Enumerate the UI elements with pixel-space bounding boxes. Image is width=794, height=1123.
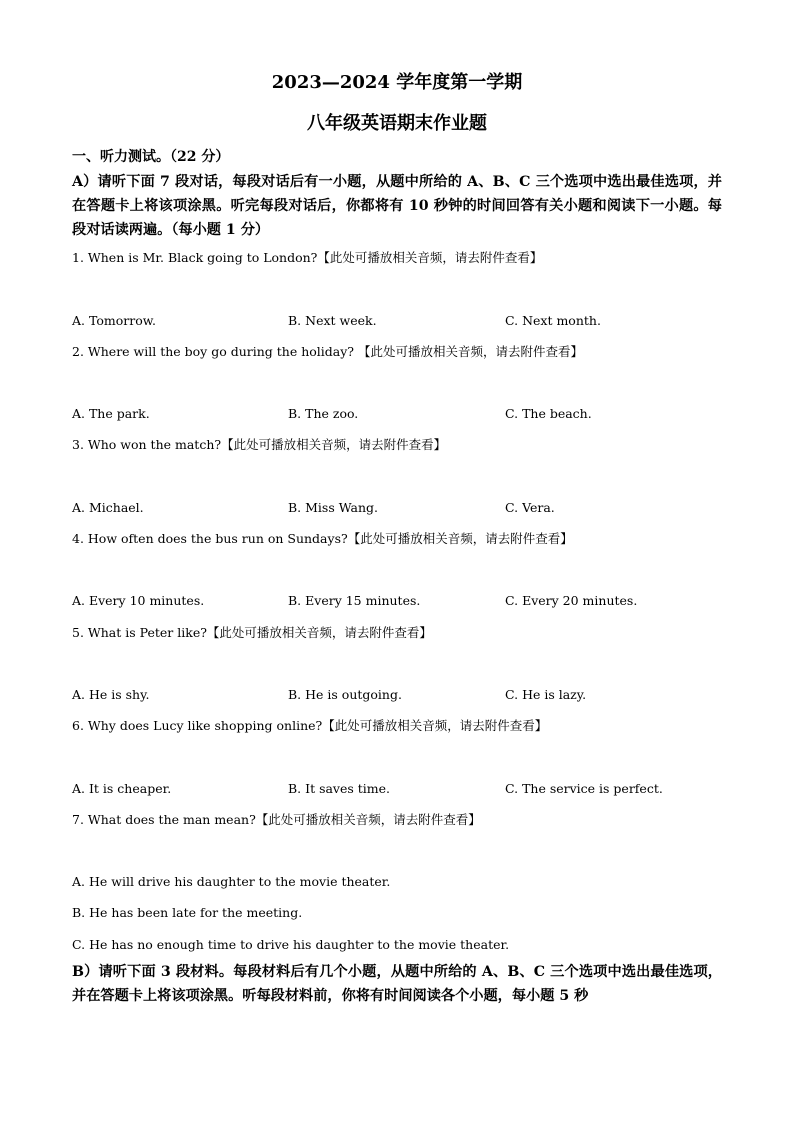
question-7-option-a[interactable]: A. He will drive his daughter to the movie theater. (72, 874, 391, 889)
question-1-option-a[interactable]: A. Tomorrow. (72, 313, 156, 328)
question-2-option-b[interactable]: B. The zoo. (288, 406, 359, 421)
question-1-option-b[interactable]: B. Next week. (288, 313, 377, 328)
question-4-stem: 4. How often does the bus run on Sundays?【此处可播放相关音频，请去附件查看】 (72, 531, 573, 546)
question-6-stem: 6. Why does Lucy like shopping online?【此处可播放相关音频，请去附件查看】 (72, 718, 548, 733)
question-4-option-a[interactable]: A. Every 10 minutes. (72, 593, 205, 608)
question-1-stem: 1. When is Mr. Black going to London?【此处可播放相关音频，请去附件查看】 (72, 250, 543, 265)
question-2-option-a[interactable]: A. The park. (72, 406, 150, 421)
question-3-option-a[interactable]: A. Michael. (72, 500, 144, 515)
part-b-instruction: B）请听下面 3 段材料。每段材料后有几个小题，从题中所给的 A、B、C 三个选项中选出最佳选项，并在答题卡上将该项涂黑。听每段材料前，你将有时间阅读各个小题，每小题 5 秒 (72, 964, 722, 1004)
question-3-option-c[interactable]: C. Vera. (505, 500, 555, 515)
exam-title-subject: 八年级英语期末作业题 (307, 113, 487, 134)
question-5-option-b[interactable]: B. He is outgoing. (288, 687, 402, 702)
section-heading-listening: 一、听力测试。（22 分） (72, 149, 230, 165)
question-7-option-c[interactable]: C. He has no enough time to drive his daughter to the movie theater. (72, 937, 510, 952)
question-6-option-a[interactable]: A. It is cheaper. (72, 781, 172, 796)
question-3-option-b[interactable]: B. Miss Wang. (288, 500, 378, 515)
question-6-option-c[interactable]: C. The service is perfect. (505, 781, 663, 796)
question-4-option-c[interactable]: C. Every 20 minutes. (505, 593, 638, 608)
question-2-option-c[interactable]: C. The beach. (505, 406, 592, 421)
question-2-stem: 2. Where will the boy go during the holiday? 【此处可播放相关音频，请去附件查看】 (72, 344, 583, 359)
part-a-instruction: A）请听下面 7 段对话，每段对话后有一小题，从题中所给的 A、B、C 三个选项中选出最佳选项，并在答题卡上将该项涂黑。听完每段对话后，你都将有 10 秒钟的时间回答有关小题和阅读下一小题。每段对话读两遍。（每小题 1 分） (72, 174, 722, 238)
question-6-option-b[interactable]: B. It saves time. (288, 781, 391, 796)
question-7-stem: 7. What does the man mean?【此处可播放相关音频，请去附件查看】 (72, 812, 481, 827)
question-4-option-b[interactable]: B. Every 15 minutes. (288, 593, 421, 608)
exam-title-term: 2023—2024 学年度第一学期 (271, 72, 523, 93)
question-7-option-b[interactable]: B. He has been late for the meeting. (72, 905, 303, 920)
question-3-stem: 3. Who won the match?【此处可播放相关音频，请去附件查看】 (72, 437, 447, 452)
question-1-option-c[interactable]: C. Next month. (505, 313, 601, 328)
question-5-option-a[interactable]: A. He is shy. (72, 687, 150, 702)
question-5-option-c[interactable]: C. He is lazy. (505, 687, 587, 702)
question-5-stem: 5. What is Peter like?【此处可播放相关音频，请去附件查看】 (72, 625, 432, 640)
